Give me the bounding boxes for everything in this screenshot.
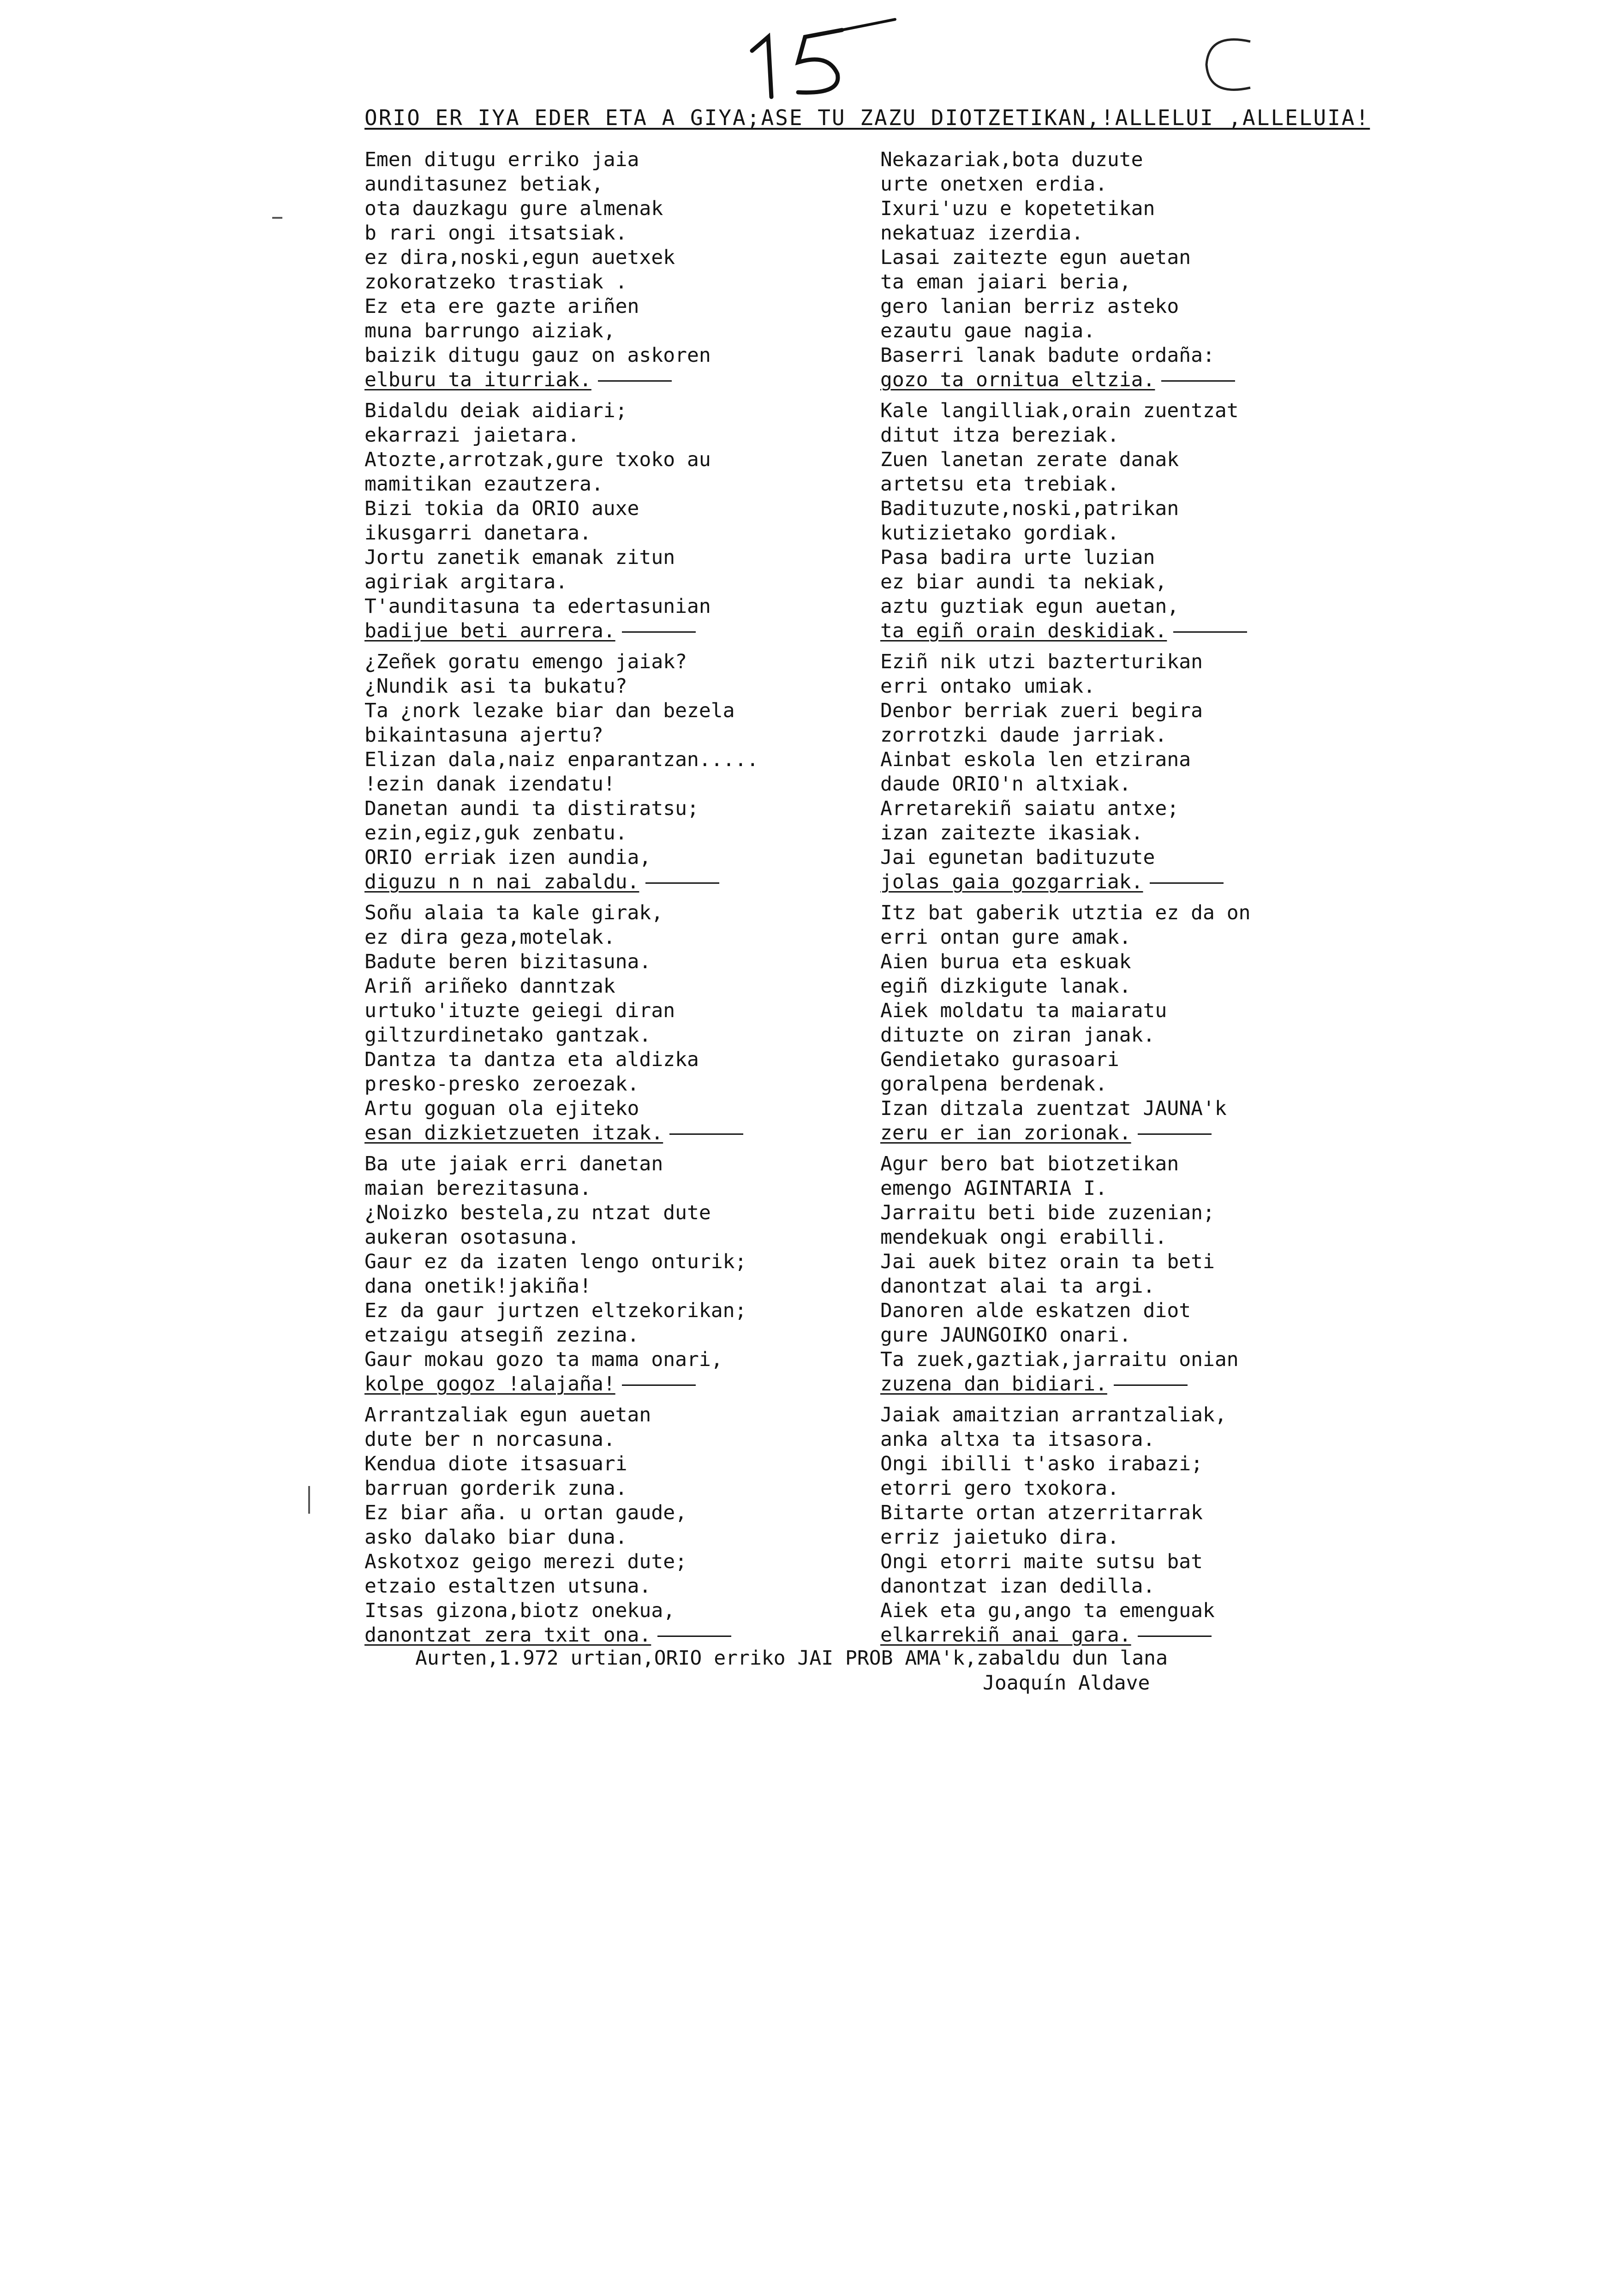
verse-line: goralpena berdenak. — [880, 1073, 1107, 1096]
verse-line: Bitarte ortan atzerritarrak — [880, 1501, 1203, 1524]
verse-line: jolas gaia gozgarriak. — [880, 870, 1411, 894]
verse-line: aukeran osotasuna. — [364, 1226, 579, 1249]
verse-line: Ixuri'uzu e kopetetikan — [880, 197, 1155, 220]
verse-line: ditut itza bereziak. — [880, 424, 1119, 447]
verse-line: danontzat alai ta argi. — [880, 1275, 1155, 1298]
verse-line: Aien burua eta eskuak — [880, 950, 1131, 973]
verse-line: Danetan aundi ta distiratsu; — [364, 797, 699, 820]
verse-line: Gaur ez da izaten lengo onturik; — [364, 1250, 747, 1273]
stanza-end-rule — [669, 1133, 743, 1135]
stanza-end-rule — [1161, 380, 1235, 382]
verse-line: Jai auek bitez orain ta beti — [880, 1250, 1215, 1273]
poem-title: ORIO ER IYA EDER ETA A GIYA;ASE TU ZAZU DIOTZETIKAN,!ALLELUI ,ALLELUIA! — [364, 105, 1370, 130]
verse-line: kutizietako gordiak. — [880, 521, 1119, 545]
verse-line: Agur bero bat biotzetikan — [880, 1152, 1179, 1175]
verse-line: Arretarekiñ saiatu antxe; — [880, 797, 1179, 820]
verse-line: T'aunditasuna ta edertasunian — [364, 595, 711, 618]
verse-line: danontzat zera txit ona. — [364, 1623, 872, 1648]
verse-line: Emen ditugu erriko jaia — [364, 148, 639, 171]
stanza-gap — [880, 894, 1411, 901]
verse-line: Eziñ nik utzi bazterturikan — [880, 650, 1203, 673]
verse-line: dute ber n norcasuna. — [364, 1428, 615, 1451]
verse-line: zuzena dan bidiari. — [880, 1372, 1411, 1396]
verse-line: diguzu n n nai zabaldu. — [364, 870, 872, 894]
verse-line: artetsu eta trebiak. — [880, 473, 1119, 496]
verse-line: elburu ta iturriak. — [364, 368, 872, 392]
verse-line: izan zaitezte ikasiak. — [880, 821, 1143, 845]
verse-line: b rari ongi itsatsiak. — [364, 222, 627, 245]
stanza-gap — [364, 643, 872, 650]
verse-line: Lasai zaitezte egun auetan — [880, 246, 1191, 269]
verse-line: Pasa badira urte luzian — [880, 546, 1155, 569]
verse-line: Aiek moldatu ta maiaratu — [880, 999, 1167, 1022]
verse-line: Artu goguan ola ejiteko — [364, 1097, 639, 1120]
verse-line: ekarrazi jaietara. — [364, 424, 579, 447]
verse-line: erri ontan gure amak. — [880, 926, 1131, 949]
verse-line: ez dira,noski,egun auetxek — [364, 246, 675, 269]
verse-line: asko dalako biar duna. — [364, 1526, 627, 1549]
verse-line: Atozte,arrotzak,gure txoko au — [364, 448, 711, 471]
stanza-end-rule — [1173, 631, 1247, 633]
stanza-gap — [880, 1145, 1411, 1152]
verse-line: zeru er ian zorionak. — [880, 1121, 1411, 1145]
verse-line: baizik ditugu gauz on askoren — [364, 344, 711, 367]
verse-line: ikusgarri danetara. — [364, 521, 591, 545]
corner-circle-mark — [1181, 28, 1292, 102]
verse-line: Jarraitu beti bide zuzenian; — [880, 1201, 1215, 1224]
verse-line: zokoratzeko trastiak . — [364, 270, 627, 294]
stanza-gap — [364, 1396, 872, 1403]
verse-line: ota dauzkagu gure almenak — [364, 197, 663, 220]
verse-line: Arrantzaliak egun auetan — [364, 1403, 651, 1426]
verse-line: aztu guztiak egun auetan, — [880, 595, 1179, 618]
verse-line: bikaintasuna ajertu? — [364, 724, 603, 747]
verse-line: urte onetxen erdia. — [880, 173, 1107, 196]
verse-line: etorri gero txokora. — [880, 1477, 1119, 1500]
verse-line: Baserri lanak badute ordaña: — [880, 344, 1215, 367]
stanza-gap — [880, 392, 1411, 399]
verse-line: maian berezitasuna. — [364, 1177, 591, 1200]
verse-line: Gendietako gurasoari — [880, 1048, 1119, 1071]
verse-line: Gaur mokau gozo ta mama onari, — [364, 1348, 723, 1371]
verse-line: Askotxoz geigo merezi dute; — [364, 1550, 687, 1573]
verse-line: !ezin danak izendatu! — [364, 773, 615, 796]
verse-line: barruan gorderik zuna. — [364, 1477, 627, 1500]
verse-line: Ez biar aña. u ortan gaude, — [364, 1501, 687, 1524]
verse-line: Jaiak amaitzian arrantzaliak, — [880, 1403, 1227, 1426]
scan-speck — [308, 1486, 310, 1514]
verse-line: Zuen lanetan zerate danak — [880, 448, 1179, 471]
verse-line: erriz jaietuko dira. — [880, 1526, 1119, 1549]
verse-line: urtuko'ituzte geiegi diran — [364, 999, 675, 1022]
verse-line: emengo AGINTARIA I. — [880, 1177, 1107, 1200]
verse-line: gero lanian berriz asteko — [880, 295, 1179, 318]
stanza-gap — [364, 1145, 872, 1152]
verse-line: erri ontako umiak. — [880, 675, 1095, 698]
verse-line: egiñ dizkigute lanak. — [880, 975, 1131, 998]
stanza-gap — [364, 894, 872, 901]
verse-line: ez biar aundi ta nekiak, — [880, 570, 1167, 593]
verse-line: Danoren alde eskatzen diot — [880, 1299, 1191, 1322]
verse-line: Izan ditzala zuentzat JAUNA'k — [880, 1097, 1227, 1120]
verse-line: mamitikan ezautzera. — [364, 473, 603, 496]
verse-line: Jai egunetan badituzute — [880, 846, 1155, 869]
verse-line: Dantza ta dantza eta aldizka — [364, 1048, 699, 1071]
verse-line: kolpe gogoz !alajaña! — [364, 1372, 872, 1396]
verse-line: Itz bat gaberik utztia ez da on — [880, 901, 1251, 924]
verse-line: Ez eta ere gazte ariñen — [364, 295, 639, 318]
verse-line: Soñu alaia ta kale girak, — [364, 901, 663, 924]
verse-line: aunditasunez betiak, — [364, 173, 603, 196]
verse-line: Ta ¿nork lezake biar dan bezela — [364, 699, 735, 722]
verse-line: ta egiñ orain deskidiak. — [880, 619, 1411, 643]
verse-line: Bidaldu deiak aidiari; — [364, 399, 627, 422]
verse-line: ORIO erriak izen aundia, — [364, 846, 651, 869]
verse-line: ezautu gaue nagia. — [880, 319, 1095, 342]
verse-line: Badituzute,noski,patrikan — [880, 497, 1179, 520]
stanza-end-rule — [622, 631, 696, 633]
verse-line: giltzurdinetako gantzak. — [364, 1024, 651, 1047]
verse-line: Ongi ibilli t'asko irabazi; — [880, 1452, 1203, 1475]
verse-line: daude ORIO'n altxiak. — [880, 773, 1131, 796]
stanza-gap — [880, 643, 1411, 650]
stanza-end-rule — [598, 380, 672, 382]
footer-author: Joaquín Aldave — [983, 1672, 1150, 1695]
left-verse-column — [364, 148, 872, 1654]
verse-line: ezin,egiz,guk zenbatu. — [364, 821, 627, 845]
verse-line: gure JAUNGOIKO onari. — [880, 1324, 1131, 1347]
verse-line: etzaigu atsegiñ zezina. — [364, 1324, 639, 1347]
stanza-end-rule — [645, 882, 719, 884]
verse-line: Itsas gizona,biotz onekua, — [364, 1599, 675, 1622]
page-number — [729, 9, 923, 102]
right-verse-column — [880, 148, 1411, 1654]
verse-line: Denbor berriak zueri begira — [880, 699, 1203, 722]
verse-line: Ainbat eskola len etzirana — [880, 748, 1191, 771]
verse-line: Elizan dala,naiz enparantzan..... — [364, 748, 759, 771]
verse-line: Jortu zanetik emanak zitun — [364, 546, 675, 569]
verse-line: ¿Noizko bestela,zu ntzat dute — [364, 1201, 711, 1224]
verse-line: ez dira geza,motelak. — [364, 926, 615, 949]
verse-line: anka altxa ta itsasora. — [880, 1428, 1155, 1451]
stanza-gap — [364, 392, 872, 399]
verse-line: etzaio estaltzen utsuna. — [364, 1575, 651, 1598]
stanza-end-rule — [1138, 1636, 1212, 1637]
verse-line: Bizi tokia da ORIO auxe — [364, 497, 639, 520]
verse-line: Badute beren bizitasuna. — [364, 950, 651, 973]
verse-line: Ez da gaur jurtzen eltzekorikan; — [364, 1299, 747, 1322]
verse-line: Nekazariak,bota duzute — [880, 148, 1143, 171]
verse-line: badijue beti aurrera. — [364, 619, 872, 643]
verse-line: esan dizkietzueten itzak. — [364, 1121, 872, 1145]
verse-line: elkarrekiñ anai gara. — [880, 1623, 1411, 1648]
stanza-end-rule — [1150, 882, 1224, 884]
verse-line: Ba ute jaiak erri danetan — [364, 1152, 663, 1175]
stanza-end-rule — [1138, 1133, 1212, 1135]
verse-line: dana onetik!jakiña! — [364, 1275, 591, 1298]
verse-line: ¿Zeñek goratu emengo jaiak? — [364, 650, 687, 673]
stanza-gap — [880, 1396, 1411, 1403]
stanza-end-rule — [657, 1636, 731, 1637]
scan-speck — [272, 217, 282, 219]
stanza-end-rule — [1114, 1384, 1188, 1386]
verse-line: gozo ta ornitua eltzia. — [880, 368, 1411, 392]
verse-line: muna barrungo aiziak, — [364, 319, 615, 342]
verse-line: agiriak argitara. — [364, 570, 568, 593]
verse-line: Ta zuek,gaztiak,jarraitu onian — [880, 1348, 1239, 1371]
verse-line: dituzte on ziran janak. — [880, 1024, 1155, 1047]
footer-credit: Aurten,1.972 urtian,ORIO erriko JAI PROB AMA'k,zabaldu dun lana — [415, 1647, 1168, 1670]
verse-line: nekatuaz izerdia. — [880, 222, 1084, 245]
verse-line: Ongi etorri maite sutsu bat — [880, 1550, 1203, 1573]
verse-line: zorrotzki daude jarriak. — [880, 724, 1167, 747]
verse-line: presko-presko zeroezak. — [364, 1073, 639, 1096]
verse-line: danontzat izan dedilla. — [880, 1575, 1155, 1598]
stanza-end-rule — [622, 1384, 696, 1386]
verse-line: Kendua diote itsasuari — [364, 1452, 627, 1475]
verse-line: mendekuak ongi erabilli. — [880, 1226, 1167, 1249]
verse-line: ¿Nundik asi ta bukatu? — [364, 675, 627, 698]
verse-line: ta eman jaiari beria, — [880, 270, 1131, 294]
verse-line: Ariñ ariñeko danntzak — [364, 975, 615, 998]
verse-line: Aiek eta gu,ango ta emenguak — [880, 1599, 1215, 1622]
verse-line: Kale langilliak,orain zuentzat — [880, 399, 1239, 422]
